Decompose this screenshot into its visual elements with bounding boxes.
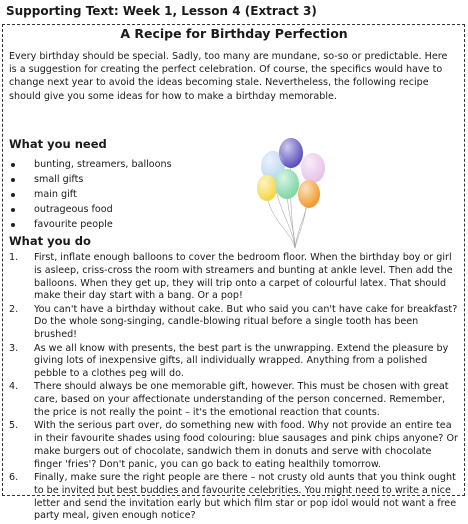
list-item: small gifts xyxy=(9,172,172,187)
list-item xyxy=(9,343,459,381)
step-number: 2. xyxy=(9,303,19,315)
step-text: Finally, make sure the right people are there – not crusty old aunts that you think ought to be invited but best buddies and favourite celebrities. You might need to write a nice letter and send the invitation early but which film star or pop idol would not want a free party meal, given enough notice? xyxy=(34,472,457,522)
step-number: 3. xyxy=(9,342,19,354)
list-item xyxy=(9,472,459,523)
page-header: Supporting Text: Week 1, Lesson 4 (Extract 3) xyxy=(6,4,317,18)
list-item xyxy=(9,381,459,419)
step-text: There should always be one memorable gift, however. This must be chosen with great care, based on your affectionate understanding of the person concerned. Remember, the price is not really the point – it's the emotional reaction that counts. xyxy=(34,381,449,419)
step-text: As we all know with presents, the best part is the unwrapping. Extend the pleasure by giving lots of inexpensive gifts, all individually wrapped. Anything from a polished pebble to a clothes peg will do. xyxy=(34,342,449,380)
step-number: 1. xyxy=(9,252,19,263)
step-number: 4. xyxy=(9,381,19,393)
intro-paragraph: Every birthday should be special. Sadly, too many are mundane, so-so or predictable. Here is a suggestion for creating the perfect celebration. Of course, the specifics would have to change next year to avoid the ideas becoming stale. Nevertheless, the following recipe should give you some ideas for how to make a birthday memorable. xyxy=(9,51,448,102)
step-number: 5. xyxy=(9,420,19,432)
balloons-illustration xyxy=(255,136,335,256)
list-item: main gift xyxy=(9,187,172,202)
list-item: outrageous food xyxy=(9,202,172,217)
steps-list xyxy=(9,252,459,524)
what-you-do-heading: What you do xyxy=(9,234,91,248)
list-item xyxy=(9,252,459,303)
list-item: bunting, streamers, balloons xyxy=(9,157,172,172)
list-item xyxy=(9,304,459,342)
page-title: A Recipe for Birthday Perfection xyxy=(120,26,348,41)
step-text: You can't have a birthday without cake. But who said you can't have cake for breakfast? Do the whole song-singing, candle-blowing ritual before a single tooth has been brushed! xyxy=(34,303,458,341)
needs-list xyxy=(9,157,172,232)
step-text: With the serious part over, do something new with food. Why not provide an entire tea in their favourite shades using food colouring: blue sausages and pink chips anyone? Or make burgers out of chocolate, sandwich them in donuts and serve with chocolate finger 'fries'? Don't panic, you can go back to eating healthily tomorrow. xyxy=(34,420,458,470)
list-item: favourite people xyxy=(9,217,172,232)
step-text: First, inflate enough balloons to cover the bedroom floor. When the birthday boy or girl is asleep, criss-cross the room with streamers and bunting at ankle level. Then add the balloons. When they get up, they will trip onto a carpet of colourful latex. That should make their day start with a bang. Or a pop! xyxy=(34,252,453,302)
what-you-need-heading: What you need xyxy=(9,137,107,151)
list-item xyxy=(9,420,459,471)
step-number: 6. xyxy=(9,472,19,484)
